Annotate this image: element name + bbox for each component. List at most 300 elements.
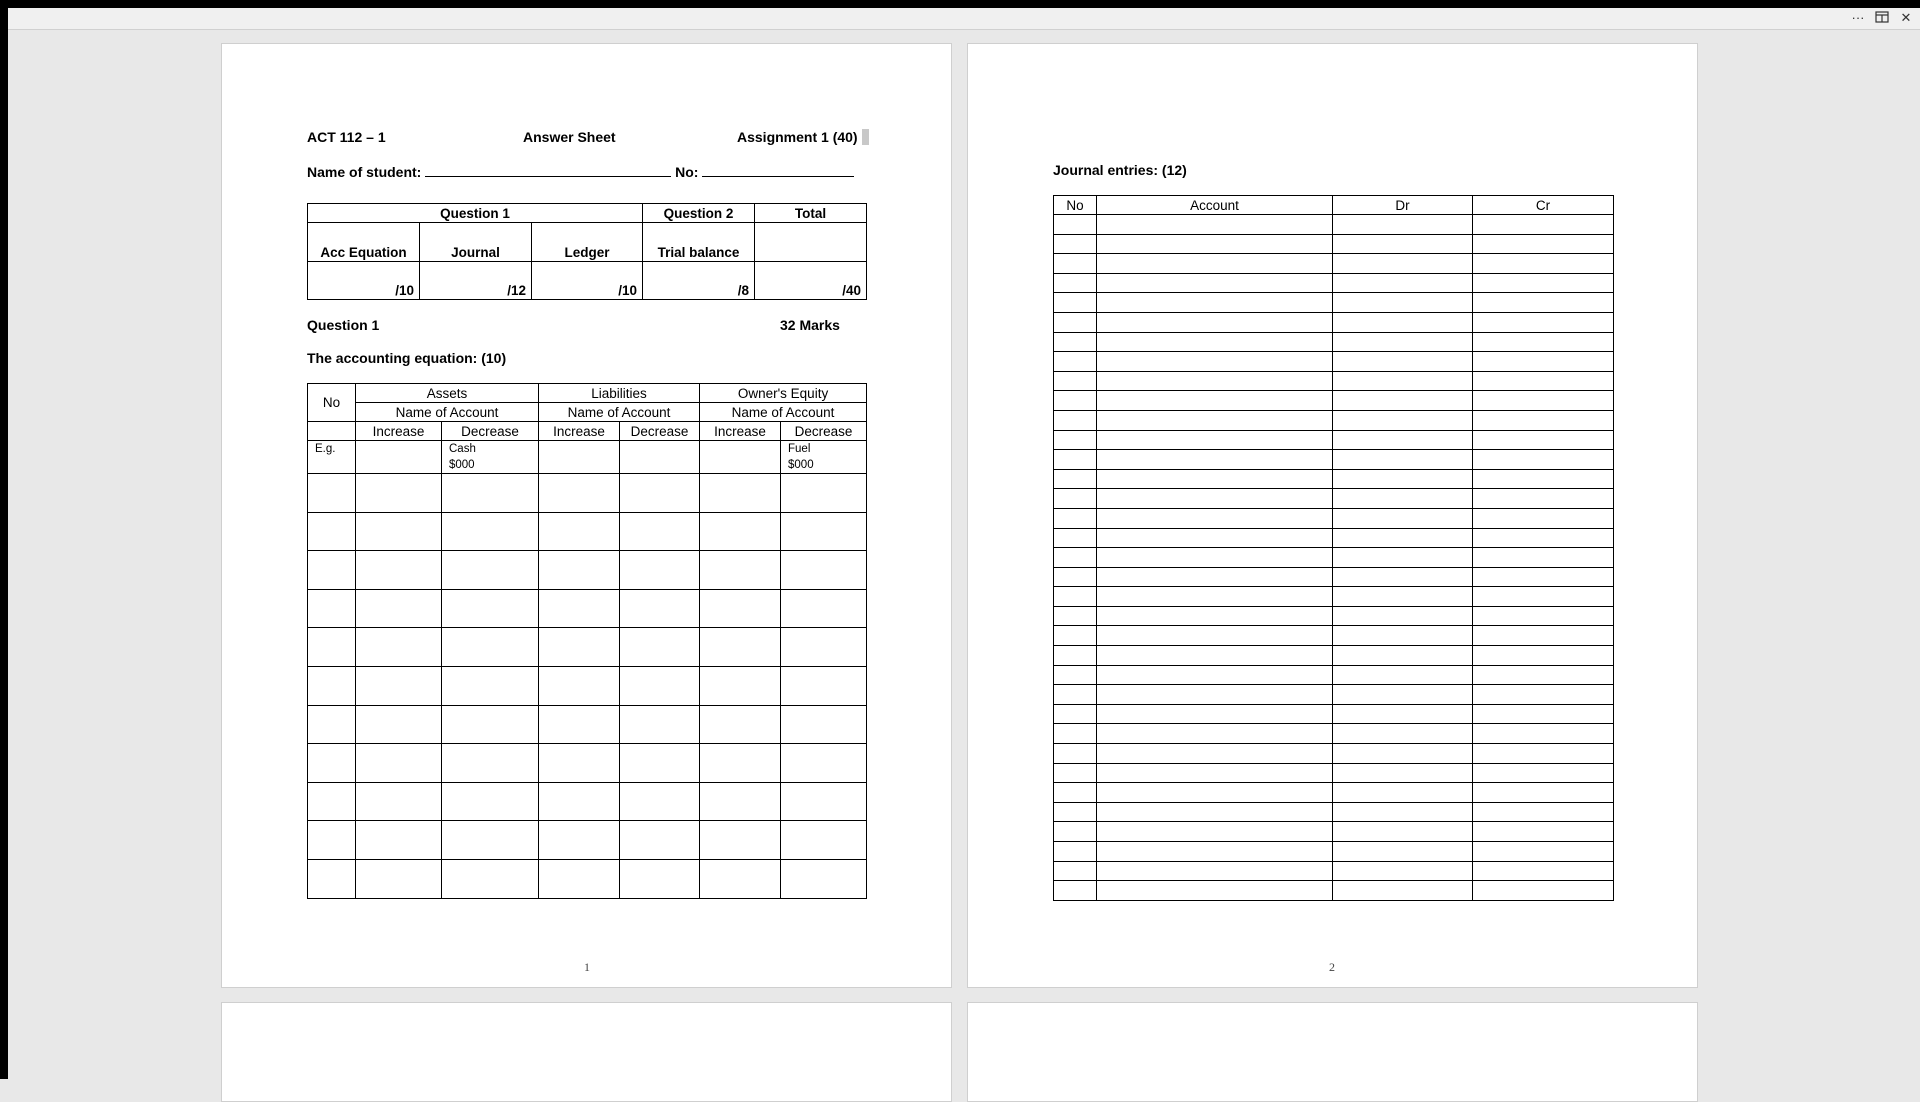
journal-cell[interactable] (1097, 528, 1333, 548)
journal-cell[interactable] (1054, 293, 1097, 313)
equation-cell[interactable] (700, 821, 781, 860)
journal-cell[interactable] (1333, 371, 1473, 391)
sheet-title: Answer Sheet (523, 129, 616, 145)
journal-cell[interactable] (1473, 254, 1614, 274)
equation-cell[interactable] (700, 474, 781, 513)
journal-cell[interactable] (1054, 371, 1097, 391)
journal-row (1054, 861, 1614, 881)
journal-cell[interactable] (1473, 802, 1614, 822)
journal-row (1054, 704, 1614, 724)
equation-cell[interactable] (442, 705, 539, 744)
journal-cell[interactable] (1054, 352, 1097, 372)
equation-cell[interactable] (539, 474, 620, 513)
journal-account-header: Account (1097, 196, 1333, 215)
text-cursor (862, 129, 869, 145)
equation-cell[interactable] (356, 782, 442, 821)
equation-row (308, 859, 867, 898)
journal-cell[interactable] (1054, 430, 1097, 450)
journal-row (1054, 587, 1614, 607)
journal-cell[interactable] (1333, 312, 1473, 332)
equation-cell[interactable] (442, 474, 539, 513)
equation-cell[interactable] (620, 821, 700, 860)
journal-cell[interactable] (1054, 312, 1097, 332)
equation-cell[interactable] (356, 705, 442, 744)
equation-cell[interactable] (308, 512, 356, 551)
equation-cell[interactable] (700, 589, 781, 628)
journal-cell[interactable] (1097, 626, 1333, 646)
example-cash-amount: $000 (449, 459, 475, 471)
journal-row (1054, 215, 1614, 235)
journal-no-header: No (1054, 196, 1097, 215)
journal-cell[interactable] (1473, 881, 1614, 901)
journal-cell[interactable] (1097, 352, 1333, 372)
journal-cell[interactable] (1054, 391, 1097, 411)
journal-cell[interactable] (1054, 704, 1097, 724)
example-cell (356, 441, 442, 474)
equation-cell[interactable] (308, 821, 356, 860)
journal-row (1054, 273, 1614, 293)
journal-cell[interactable] (1097, 646, 1333, 666)
assets-decrease-header: Decrease (442, 422, 539, 441)
equation-cell[interactable] (700, 859, 781, 898)
document-page-2 (967, 43, 1698, 988)
trial-balance-header: Trial balance (643, 223, 755, 262)
journal-cell[interactable] (1333, 254, 1473, 274)
equation-row (308, 512, 867, 551)
equation-cell[interactable] (620, 744, 700, 783)
journal-cell[interactable] (1333, 215, 1473, 235)
page-number: 1 (584, 960, 590, 974)
equation-cell[interactable] (308, 782, 356, 821)
journal-row (1054, 528, 1614, 548)
journal-cell[interactable] (1333, 842, 1473, 862)
acc-equation-header: Acc Equation (308, 223, 420, 262)
example-cash: Cash (449, 443, 476, 455)
equation-cell[interactable] (620, 589, 700, 628)
name-label: Name of student: (307, 164, 422, 180)
journal-cell[interactable] (1054, 587, 1097, 607)
journal-row (1054, 606, 1614, 626)
journal-row (1054, 646, 1614, 666)
journal-cell[interactable] (1473, 646, 1614, 666)
equation-cell[interactable] (620, 512, 700, 551)
equation-cell[interactable] (700, 512, 781, 551)
journal-cell[interactable] (1473, 430, 1614, 450)
journal-cell[interactable] (1473, 626, 1614, 646)
journal-cell[interactable] (1054, 567, 1097, 587)
journal-cell[interactable] (1473, 469, 1614, 489)
total-blank-cell (755, 223, 867, 262)
journal-cell[interactable] (1054, 822, 1097, 842)
equation-cell[interactable] (308, 474, 356, 513)
journal-cell[interactable] (1097, 548, 1333, 568)
journal-cell[interactable] (1097, 371, 1333, 391)
journal-cell[interactable] (1097, 744, 1333, 764)
equation-cell[interactable] (620, 782, 700, 821)
equation-cell[interactable] (356, 474, 442, 513)
journal-cell[interactable] (1054, 469, 1097, 489)
equation-cell[interactable] (620, 705, 700, 744)
question-2-header: Question 2 (643, 204, 755, 223)
journal-row (1054, 371, 1614, 391)
equation-cell[interactable] (356, 551, 442, 590)
journal-cell[interactable] (1054, 489, 1097, 509)
journal-cell[interactable] (1097, 842, 1333, 862)
journal-cell[interactable] (1333, 332, 1473, 352)
journal-cell[interactable] (1473, 391, 1614, 411)
journal-cell[interactable] (1473, 744, 1614, 764)
journal-cell[interactable] (1054, 215, 1097, 235)
assets-name-of-account: Name of Account (356, 403, 539, 422)
journal-row (1054, 430, 1614, 450)
student-number-blank[interactable] (702, 163, 854, 177)
equation-cell[interactable] (308, 551, 356, 590)
liabilities-name-of-account: Name of Account (539, 403, 700, 422)
journal-cell[interactable] (1333, 273, 1473, 293)
journal-cell[interactable] (1054, 881, 1097, 901)
equation-cell[interactable] (781, 551, 867, 590)
journal-cell[interactable] (1054, 802, 1097, 822)
equation-cell[interactable] (308, 744, 356, 783)
journal-cell[interactable] (1054, 450, 1097, 470)
journal-cell[interactable] (1097, 763, 1333, 783)
equity-name-of-account: Name of Account (700, 403, 867, 422)
equation-cell[interactable] (620, 628, 700, 667)
journal-cell[interactable] (1473, 685, 1614, 705)
journal-cell[interactable] (1333, 704, 1473, 724)
journal-cell[interactable] (1473, 215, 1614, 235)
journal-cell[interactable] (1333, 410, 1473, 430)
journal-cell[interactable] (1054, 254, 1097, 274)
journal-cell[interactable] (1054, 332, 1097, 352)
journal-cell[interactable] (1097, 450, 1333, 470)
no-label: No: (675, 164, 699, 180)
close-icon: ✕ (1900, 10, 1912, 25)
journal-cell[interactable] (1333, 293, 1473, 313)
equation-answer-rows (308, 474, 867, 899)
journal-heading: Journal entries: (12) (1053, 162, 1187, 178)
journal-cell[interactable] (1473, 842, 1614, 862)
journal-cell[interactable] (1097, 430, 1333, 450)
course-code: ACT 112 – 1 (307, 129, 386, 145)
equation-cell[interactable] (442, 782, 539, 821)
equation-cell[interactable] (700, 628, 781, 667)
equation-cell[interactable] (620, 666, 700, 705)
equation-cell[interactable] (308, 628, 356, 667)
journal-cell[interactable] (1054, 273, 1097, 293)
journal-header: Journal (420, 223, 532, 262)
journal-cell[interactable] (1473, 763, 1614, 783)
journal-cell[interactable] (1054, 744, 1097, 764)
journal-cell[interactable] (1097, 215, 1333, 235)
equation-cell[interactable] (539, 551, 620, 590)
journal-cell[interactable] (1097, 724, 1333, 744)
journal-cell[interactable] (1333, 489, 1473, 509)
journal-cell[interactable] (1097, 293, 1333, 313)
journal-cell[interactable] (1054, 724, 1097, 744)
journal-cell[interactable] (1097, 881, 1333, 901)
journal-row (1054, 842, 1614, 862)
equation-cell[interactable] (539, 744, 620, 783)
journal-row (1054, 744, 1614, 764)
equation-cell[interactable] (442, 821, 539, 860)
equation-cell[interactable] (781, 821, 867, 860)
example-asset-decrease (442, 441, 539, 474)
equation-cell[interactable] (781, 744, 867, 783)
journal-cell[interactable] (1097, 802, 1333, 822)
equation-row (308, 551, 867, 590)
equation-cell[interactable] (539, 705, 620, 744)
more-options-button[interactable] (1846, 9, 1870, 27)
journal-cell[interactable] (1097, 587, 1333, 607)
equation-cell[interactable] (308, 589, 356, 628)
journal-cell[interactable] (1097, 508, 1333, 528)
example-cell (620, 441, 700, 474)
equation-cell[interactable] (781, 474, 867, 513)
equation-cell[interactable] (308, 859, 356, 898)
journal-cell[interactable] (1097, 822, 1333, 842)
title-strip (8, 8, 1920, 30)
equation-cell[interactable] (539, 512, 620, 551)
journal-cell[interactable] (1097, 606, 1333, 626)
equation-cell[interactable] (700, 551, 781, 590)
journal-cell[interactable] (1333, 587, 1473, 607)
journal-cell[interactable] (1333, 234, 1473, 254)
mark-total: /40 (755, 262, 867, 300)
journal-cell[interactable] (1333, 763, 1473, 783)
journal-cell[interactable] (1097, 685, 1333, 705)
equation-cell[interactable] (620, 474, 700, 513)
equation-row (308, 666, 867, 705)
journal-cell[interactable] (1473, 783, 1614, 803)
journal-cell[interactable] (1054, 665, 1097, 685)
journal-cell[interactable] (1333, 665, 1473, 685)
equation-cell[interactable] (781, 666, 867, 705)
equation-cell[interactable] (356, 589, 442, 628)
journal-cell[interactable] (1333, 646, 1473, 666)
journal-cell[interactable] (1473, 822, 1614, 842)
page-number: 2 (1329, 960, 1335, 974)
journal-cell[interactable] (1473, 410, 1614, 430)
journal-cell[interactable] (1333, 802, 1473, 822)
journal-answer-rows (1054, 215, 1614, 901)
journal-cell[interactable] (1333, 881, 1473, 901)
journal-cell[interactable] (1054, 528, 1097, 548)
equation-cell[interactable] (356, 666, 442, 705)
equation-row (308, 705, 867, 744)
equation-cell[interactable] (700, 744, 781, 783)
equity-header: Owner's Equity (700, 384, 867, 403)
equation-cell[interactable] (442, 589, 539, 628)
equation-cell[interactable] (781, 705, 867, 744)
journal-cell[interactable] (1333, 450, 1473, 470)
journal-cell[interactable] (1097, 861, 1333, 881)
document-page-1 (221, 43, 952, 988)
journal-cell[interactable] (1333, 567, 1473, 587)
mark-journal: /12 (420, 262, 532, 300)
total-header: Total (755, 204, 867, 223)
equation-cell[interactable] (442, 512, 539, 551)
journal-cell[interactable] (1473, 548, 1614, 568)
journal-row (1054, 881, 1614, 901)
journal-cell[interactable] (1054, 508, 1097, 528)
journal-cell[interactable] (1054, 861, 1097, 881)
journal-cell[interactable] (1054, 234, 1097, 254)
equation-cell[interactable] (539, 782, 620, 821)
equation-cell[interactable] (308, 666, 356, 705)
equation-cell[interactable] (356, 821, 442, 860)
liabilities-increase-header: Increase (539, 422, 620, 441)
journal-cell[interactable] (1473, 234, 1614, 254)
name-blank[interactable] (425, 163, 671, 177)
window-restore-icon (1875, 11, 1889, 23)
equation-heading: The accounting equation: (10) (307, 350, 507, 366)
equation-cell[interactable] (700, 705, 781, 744)
journal-cell[interactable] (1097, 489, 1333, 509)
journal-cell[interactable] (1333, 391, 1473, 411)
journal-cell[interactable] (1473, 704, 1614, 724)
equation-cell[interactable] (620, 551, 700, 590)
journal-cell[interactable] (1333, 528, 1473, 548)
restore-button[interactable] (1870, 9, 1894, 27)
journal-cell[interactable] (1097, 273, 1333, 293)
journal-cell[interactable] (1473, 861, 1614, 881)
liabilities-header: Liabilities (539, 384, 700, 403)
equation-row (308, 782, 867, 821)
assets-increase-header: Increase (356, 422, 442, 441)
mark-acc-equation: /10 (308, 262, 420, 300)
journal-cell[interactable] (1054, 548, 1097, 568)
close-button[interactable] (1894, 9, 1918, 27)
mark-ledger: /10 (532, 262, 643, 300)
journal-cell[interactable] (1473, 528, 1614, 548)
journal-cell[interactable] (1333, 822, 1473, 842)
equation-cell[interactable] (781, 782, 867, 821)
journal-cell[interactable] (1473, 508, 1614, 528)
journal-cell[interactable] (1097, 254, 1333, 274)
journal-cell[interactable] (1054, 763, 1097, 783)
journal-cell[interactable] (1333, 430, 1473, 450)
journal-cell[interactable] (1097, 783, 1333, 803)
journal-cell[interactable] (1473, 489, 1614, 509)
journal-cell[interactable] (1333, 783, 1473, 803)
journal-cell[interactable] (1333, 548, 1473, 568)
equation-cell[interactable] (539, 628, 620, 667)
example-row (308, 441, 867, 474)
equation-row (308, 744, 867, 783)
journal-cell[interactable] (1333, 606, 1473, 626)
window-top-border (0, 0, 1920, 8)
example-equity-decrease (781, 441, 867, 474)
name-of-student-line[interactable] (307, 163, 854, 180)
journal-cell[interactable] (1097, 332, 1333, 352)
journal-cell[interactable] (1333, 508, 1473, 528)
no-header: No (308, 384, 356, 422)
document-page-3 (221, 1002, 952, 1102)
journal-row (1054, 469, 1614, 489)
journal-row (1054, 783, 1614, 803)
equation-cell[interactable] (308, 705, 356, 744)
equation-cell[interactable] (539, 589, 620, 628)
journal-cell[interactable] (1333, 861, 1473, 881)
equation-cell[interactable] (781, 859, 867, 898)
journal-cell[interactable] (1333, 626, 1473, 646)
equation-cell[interactable] (539, 859, 620, 898)
equation-cell[interactable] (356, 744, 442, 783)
journal-cell[interactable] (1097, 704, 1333, 724)
equation-cell[interactable] (442, 628, 539, 667)
equation-cell[interactable] (539, 666, 620, 705)
journal-cell[interactable] (1473, 273, 1614, 293)
journal-cell[interactable] (1333, 685, 1473, 705)
journal-cell[interactable] (1473, 567, 1614, 587)
journal-cell[interactable] (1054, 606, 1097, 626)
journal-cell[interactable] (1473, 450, 1614, 470)
journal-cell[interactable] (1333, 352, 1473, 372)
journal-cell[interactable] (1333, 744, 1473, 764)
journal-cell[interactable] (1054, 646, 1097, 666)
journal-cell[interactable] (1097, 567, 1333, 587)
equation-cell[interactable] (620, 859, 700, 898)
journal-cell[interactable] (1473, 724, 1614, 744)
equation-cell[interactable] (356, 859, 442, 898)
equation-cell[interactable] (442, 859, 539, 898)
journal-cell[interactable] (1473, 371, 1614, 391)
journal-cell[interactable] (1473, 312, 1614, 332)
equation-cell[interactable] (442, 551, 539, 590)
journal-cell[interactable] (1097, 391, 1333, 411)
journal-cell[interactable] (1097, 410, 1333, 430)
accounting-equation-table (307, 383, 867, 899)
journal-cell[interactable] (1097, 234, 1333, 254)
journal-row (1054, 312, 1614, 332)
journal-row (1054, 685, 1614, 705)
journal-cell[interactable] (1054, 626, 1097, 646)
equation-cell[interactable] (356, 512, 442, 551)
journal-cell[interactable] (1054, 685, 1097, 705)
journal-row (1054, 763, 1614, 783)
equation-cell[interactable] (539, 821, 620, 860)
journal-cell[interactable] (1473, 332, 1614, 352)
journal-row (1054, 234, 1614, 254)
journal-cell[interactable] (1473, 352, 1614, 372)
journal-cell[interactable] (1097, 665, 1333, 685)
equation-cell[interactable] (356, 628, 442, 667)
journal-cell[interactable] (1097, 312, 1333, 332)
journal-row (1054, 489, 1614, 509)
journal-row (1054, 352, 1614, 372)
equation-cell[interactable] (781, 512, 867, 551)
equation-cell[interactable] (781, 628, 867, 667)
journal-cell[interactable] (1097, 469, 1333, 489)
journal-cell[interactable] (1054, 410, 1097, 430)
journal-cell[interactable] (1473, 606, 1614, 626)
journal-row (1054, 450, 1614, 470)
equation-cell[interactable] (442, 744, 539, 783)
journal-cell[interactable] (1473, 665, 1614, 685)
journal-cell[interactable] (1054, 783, 1097, 803)
journal-cell[interactable] (1473, 587, 1614, 607)
equation-cell[interactable] (781, 589, 867, 628)
journal-cell[interactable] (1333, 724, 1473, 744)
journal-cell[interactable] (1473, 293, 1614, 313)
journal-cell[interactable] (1333, 469, 1473, 489)
journal-cell[interactable] (1054, 842, 1097, 862)
equation-cell[interactable] (700, 666, 781, 705)
equation-cell[interactable] (700, 782, 781, 821)
mark-trial-balance: /8 (643, 262, 755, 300)
equation-cell[interactable] (442, 666, 539, 705)
